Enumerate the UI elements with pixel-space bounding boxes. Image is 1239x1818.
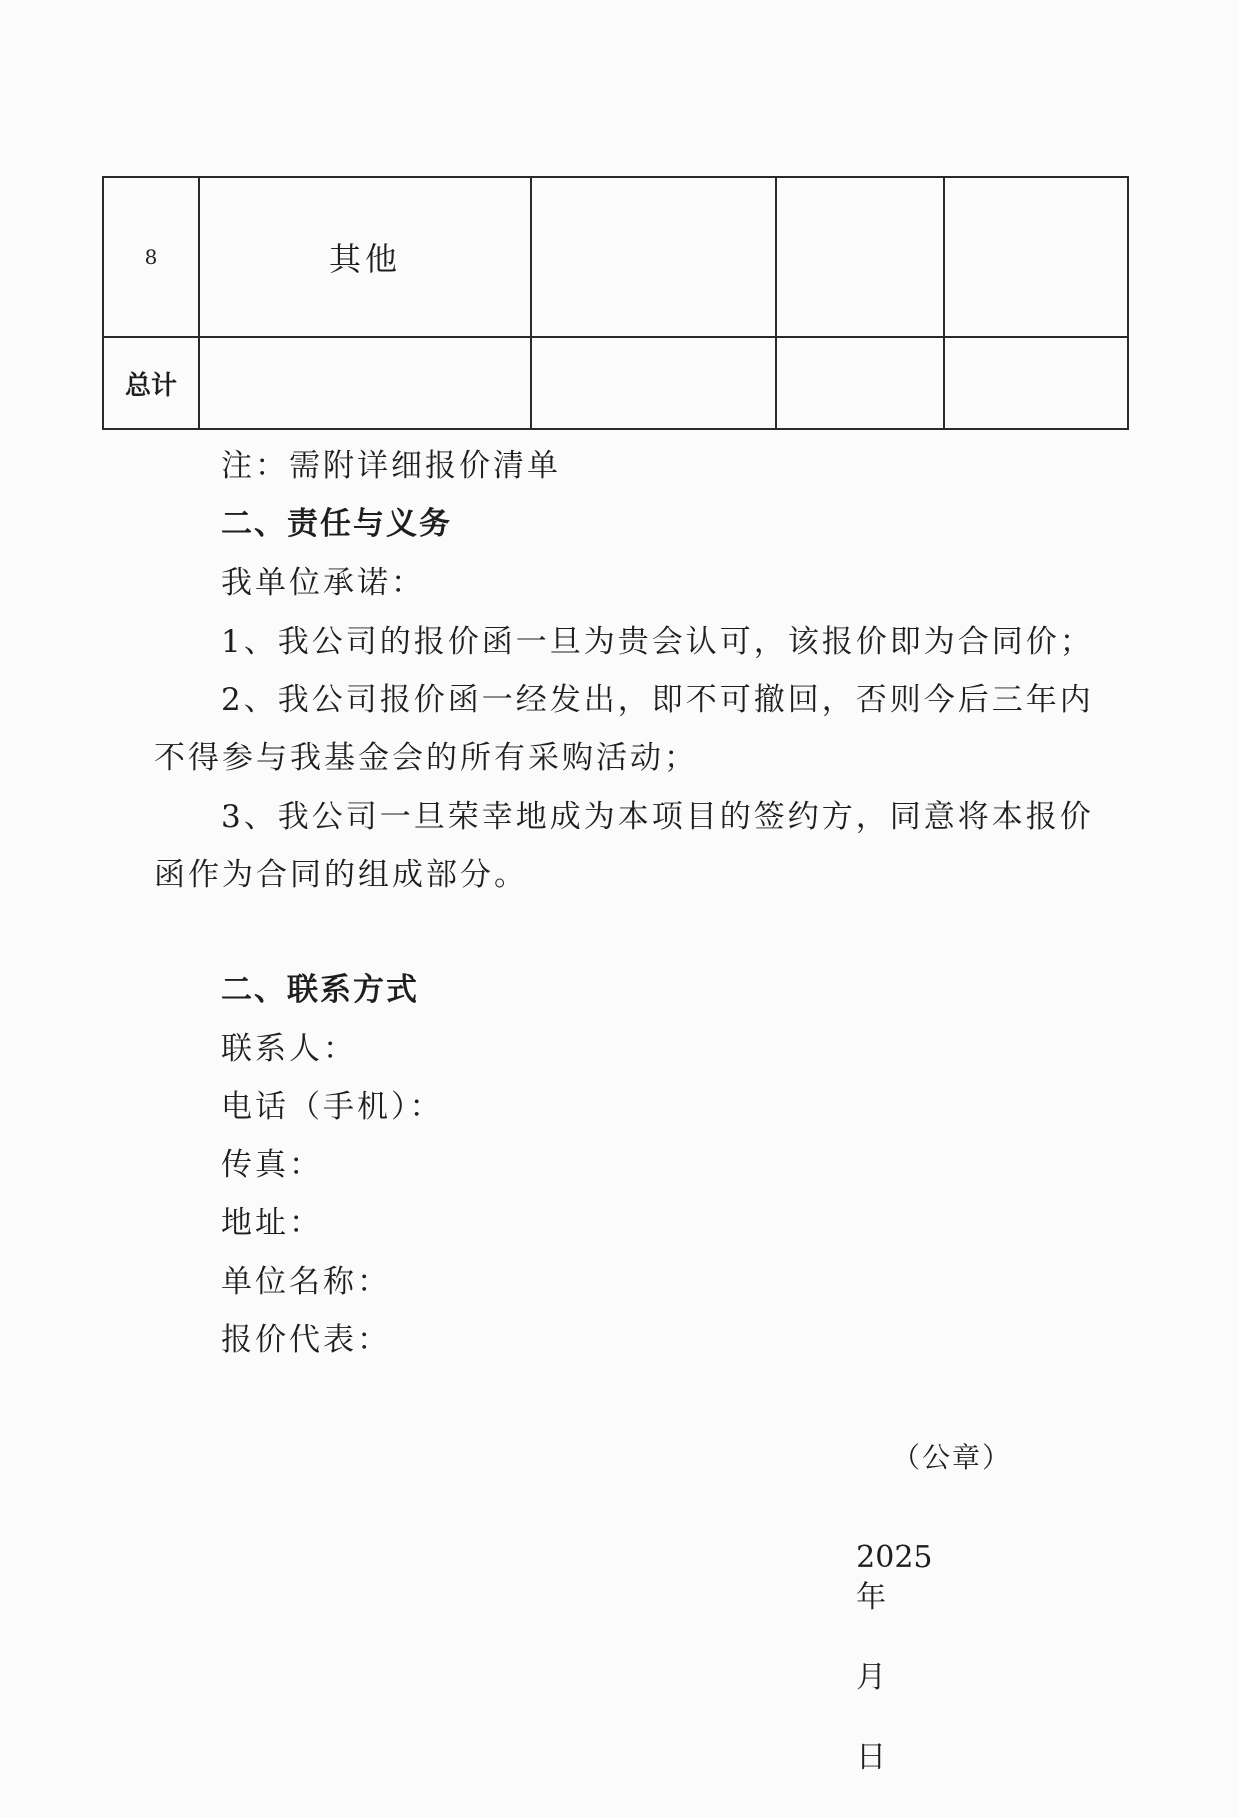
address-label: 地址： — [221, 1205, 323, 1241]
duties-item-1: 1、我公司的报价函一旦为贵会认可，该报价即为合同价； — [221, 624, 1094, 660]
total-cell-2 — [199, 337, 531, 429]
duties-heading: 二、责任与义务 — [221, 506, 452, 542]
duties-item-2-line-1: 2、我公司报价函一经发出，即不可撤回，否则今后三年内 — [221, 682, 1094, 718]
row-cell-5 — [944, 177, 1128, 337]
total-cell-3 — [531, 337, 776, 429]
phone-label: 电话（手机）： — [221, 1089, 444, 1125]
row-index-cell: 8 — [103, 177, 199, 337]
row-cell-3 — [531, 177, 776, 337]
duties-item-2-line-2: 不得参与我基金会的所有采购活动； — [154, 740, 698, 776]
company-name-label: 单位名称： — [221, 1264, 391, 1300]
date-month-unit: 月 — [856, 1660, 887, 1695]
contact-heading: 二、联系方式 — [221, 972, 419, 1008]
table-row — [103, 177, 1128, 337]
table-note: 注：需附详细报价清单 — [221, 448, 561, 484]
duties-item-3-line-2: 函作为合同的组成部分。 — [154, 857, 528, 893]
table-total-row — [103, 337, 1128, 429]
date-line — [818, 1498, 933, 1818]
duties-item-3-line-1: 3、我公司一旦荣幸地成为本项目的签约方，同意将本报价 — [221, 799, 1094, 835]
total-cell-4 — [776, 337, 944, 429]
date-year-unit: 年 — [856, 1580, 887, 1615]
duties-intro: 我单位承诺： — [221, 565, 425, 601]
total-cell-5 — [944, 337, 1128, 429]
quote-table — [102, 176, 1129, 430]
contact-person-label: 联系人： — [221, 1031, 357, 1067]
fax-label: 传真： — [221, 1147, 323, 1183]
official-seal-label: （公章） — [892, 1441, 1013, 1474]
total-label-cell: 总计 — [103, 337, 199, 429]
representative-label: 报价代表： — [221, 1322, 391, 1358]
row-cell-4 — [776, 177, 944, 337]
row-item-cell: 其他 — [199, 177, 531, 337]
date-day-unit: 日 — [856, 1740, 887, 1775]
date-year: 2025 — [856, 1540, 933, 1575]
